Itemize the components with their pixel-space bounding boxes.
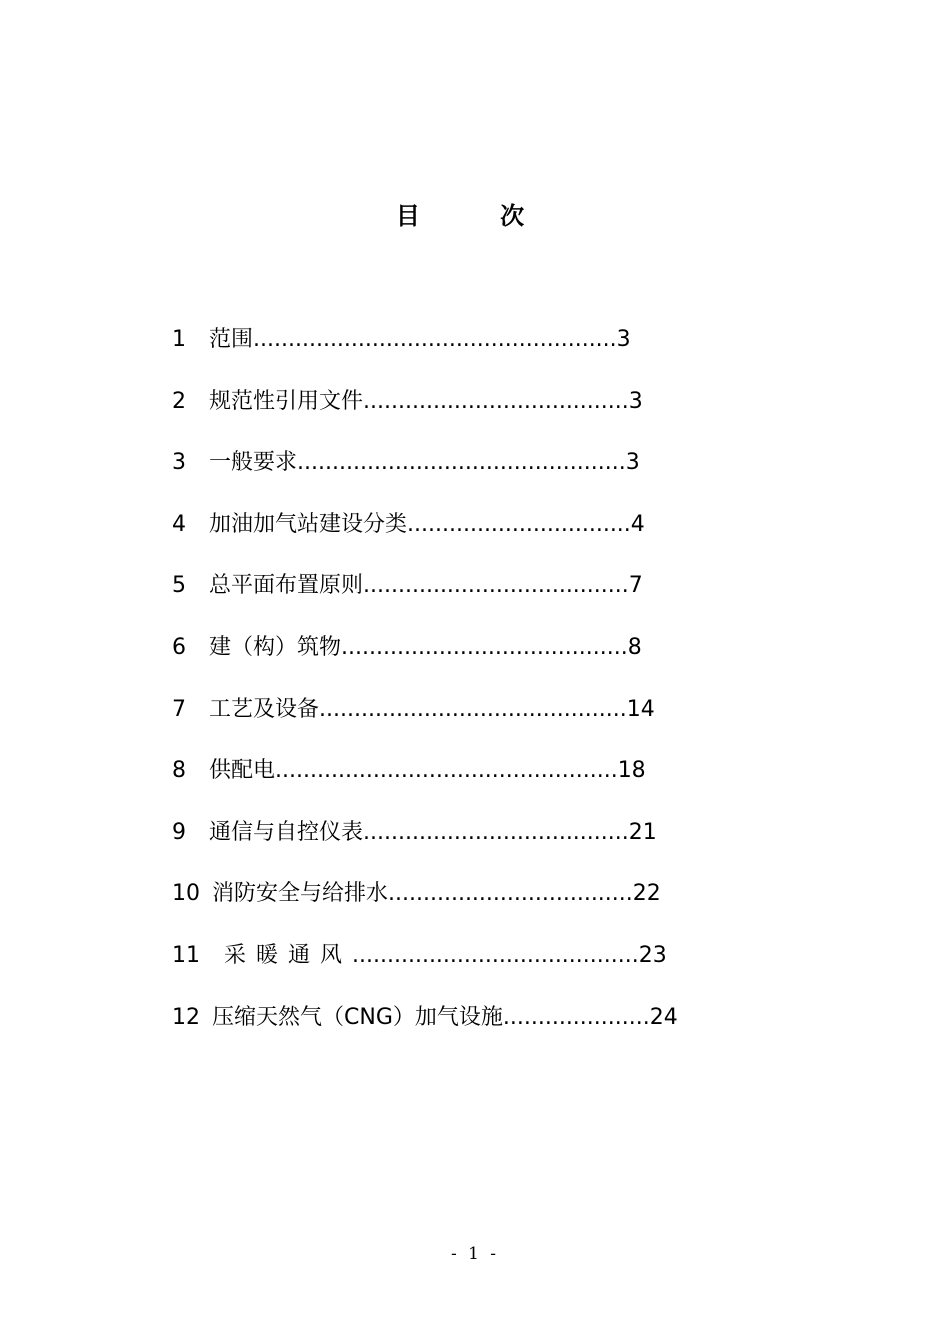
toc-entry-leader: .................................................... (253, 327, 617, 352)
toc-entry-leader: ............................................ (319, 696, 627, 722)
toc-entry-number: 8 (172, 758, 186, 784)
toc-entry (172, 753, 678, 815)
toc-entry (172, 938, 678, 1000)
toc-entry-number: 3 (172, 450, 186, 476)
toc-entry (172, 815, 678, 877)
toc-entry-number: 12 (172, 1004, 200, 1030)
toc-entry-label: 压缩天然气（CNG）加气设施 (212, 1004, 503, 1030)
toc-entry-page: 18 (617, 758, 646, 784)
toc-entry-page: 14 (626, 696, 655, 722)
toc-entry-leader: ...................................... (363, 819, 629, 845)
toc-entry-number: 2 (172, 388, 186, 414)
toc-entry-number: 4 (172, 511, 186, 537)
page-number-footer: - 1 - (450, 1244, 500, 1264)
toc-entry-leader: ................................................. (275, 758, 618, 784)
toc-entry-leader: ................................ (407, 511, 631, 537)
toc-entry (172, 630, 678, 692)
toc-entry-page: 4 (630, 511, 645, 537)
toc-entry-label: 规范性引用文件 (209, 388, 364, 414)
toc-entry-page: 24 (649, 1004, 678, 1030)
toc-entry-leader: ..................... (502, 1004, 650, 1030)
toc-entry-leader: ................................... (388, 881, 633, 907)
toc-entry-page: 3 (616, 327, 631, 352)
toc-entry-leader: ......................................... (352, 942, 639, 968)
toc-entry (172, 322, 678, 384)
toc-entry-leader: ...................................... (363, 388, 629, 414)
toc-entry-label: 建（构）筑物 (209, 634, 342, 660)
toc-entry-number: 9 (172, 819, 186, 845)
page-title: 目 次 (395, 202, 561, 230)
toc-entry-number: 5 (172, 573, 186, 599)
toc-entry-page: 23 (638, 942, 667, 968)
toc-entry (172, 876, 678, 938)
toc-entry-leader: ......................................... (341, 634, 628, 660)
toc-entry-page: 8 (627, 634, 642, 660)
toc-entry-page: 3 (625, 450, 640, 476)
toc-entry (172, 692, 678, 754)
toc-entry (172, 568, 678, 630)
toc-entry (172, 507, 678, 569)
toc-entry-leader: ...................................... (363, 573, 629, 599)
toc-entry-number: 7 (172, 696, 186, 722)
toc-entry (172, 445, 678, 507)
toc-entry-number: 6 (172, 634, 186, 660)
toc-entry-label: 工艺及设备 (209, 696, 320, 722)
toc-entry-label: 加油加气站建设分类 (209, 511, 408, 537)
toc-entry-page: 7 (628, 573, 643, 599)
toc-entry-label: 采暖通风 (224, 942, 353, 968)
toc-entry-page: 3 (628, 388, 643, 414)
toc-entry-page: 21 (628, 819, 657, 845)
toc-entry-label: 一般要求 (209, 450, 298, 476)
toc-entry-label: 通信与自控仪表 (209, 819, 364, 845)
toc-entry-label: 消防安全与给排水 (212, 881, 389, 907)
toc-entry (172, 384, 678, 446)
toc-entry-page: 22 (632, 881, 661, 907)
toc-list (172, 322, 678, 1061)
toc-entry-leader: ............................................... (297, 450, 626, 476)
toc-entry-number: 11 (172, 942, 200, 968)
toc-entry-number: 1 (172, 327, 186, 352)
toc-entry-label: 总平面布置原则 (209, 573, 364, 599)
toc-entry-label: 供配电 (209, 758, 276, 784)
toc-entry (172, 1000, 678, 1062)
toc-entry-number: 10 (172, 881, 200, 907)
toc-entry-label: 范围 (209, 327, 254, 352)
